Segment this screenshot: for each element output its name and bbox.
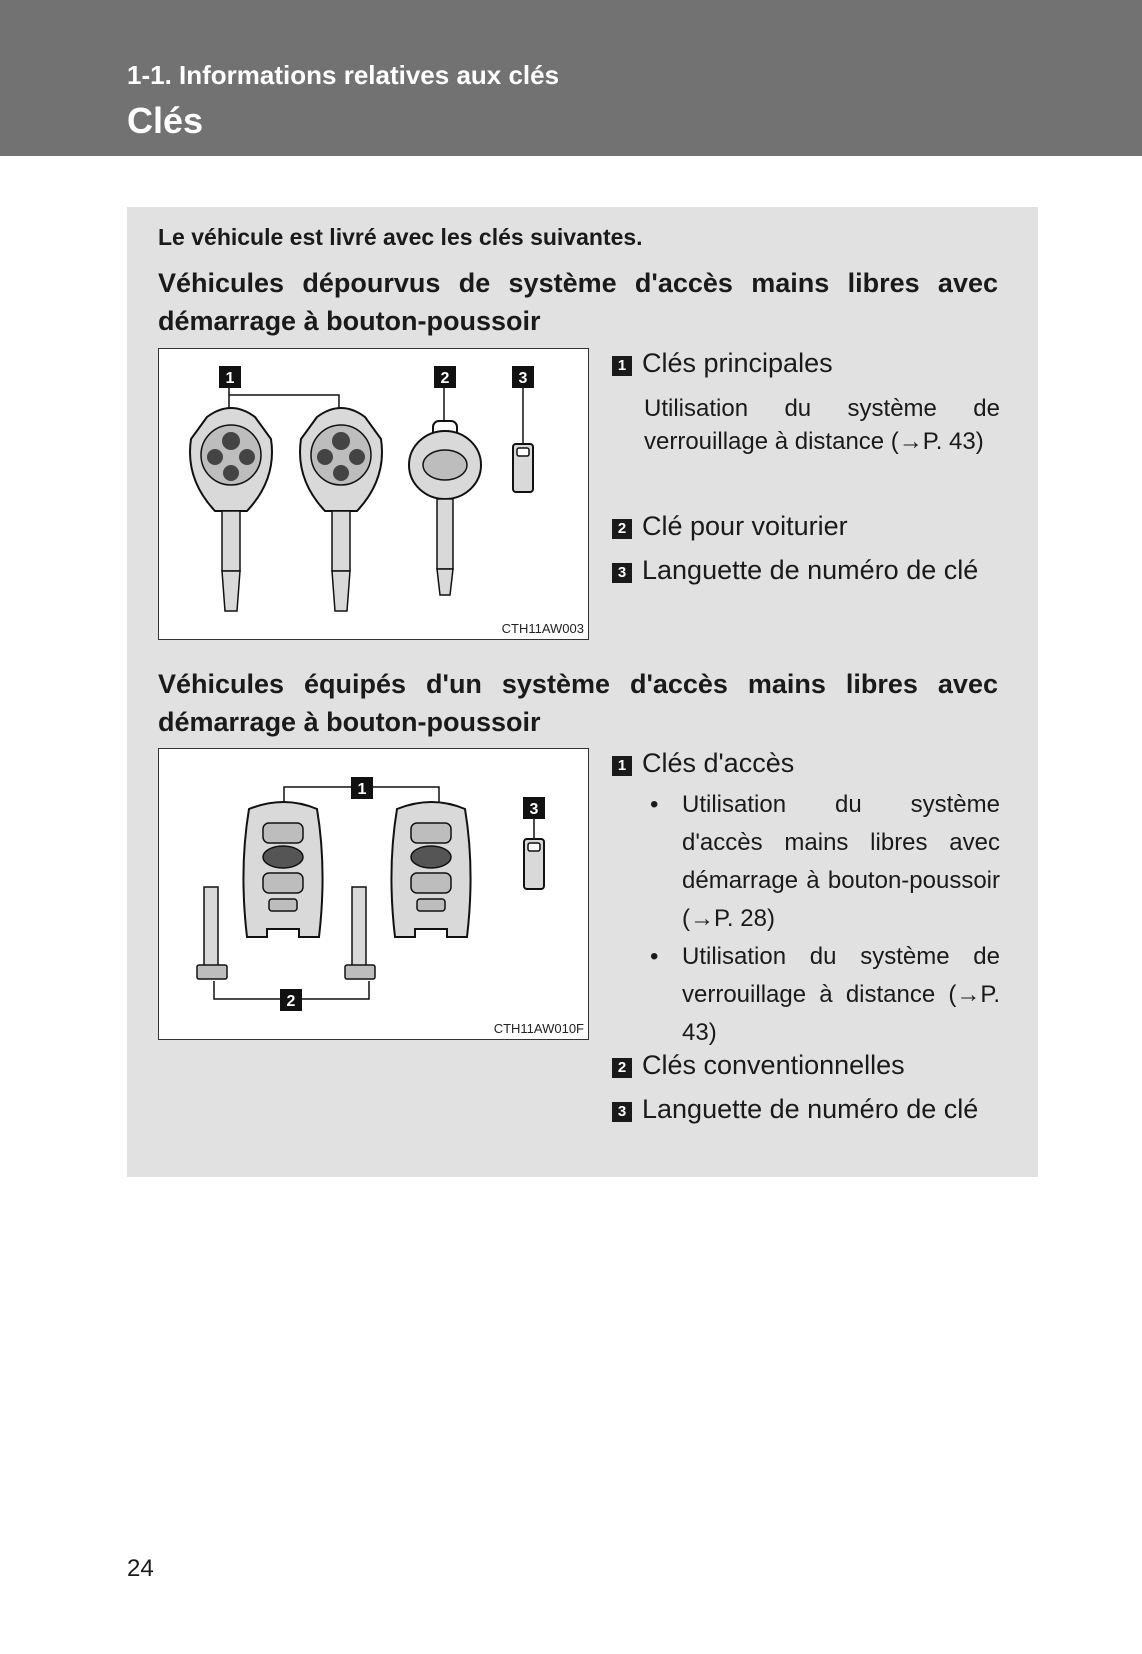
item-label: Clés principales	[642, 348, 833, 378]
item-label: Languette de numéro de clé	[642, 555, 979, 585]
svg-text:3: 3	[518, 370, 528, 387]
fig1-label-1	[219, 366, 241, 388]
key-number-tag	[513, 444, 533, 492]
fig1-label-2	[434, 366, 456, 388]
item-number-badge: 3	[612, 563, 632, 583]
valet-key	[409, 421, 481, 595]
item-languette-numero	[612, 555, 1000, 586]
bullet-dot: •	[650, 943, 659, 970]
item-number-badge: 2	[612, 519, 632, 539]
access-key-left	[243, 802, 322, 937]
figure-code: CTH11AW003	[501, 621, 584, 636]
content-panel	[127, 207, 1038, 1177]
page-title: Clés	[127, 100, 204, 141]
item-label: Languette de numéro de clé	[642, 1094, 979, 1124]
section1-figure	[158, 348, 589, 640]
svg-text:1: 1	[357, 781, 367, 798]
svg-text:1: 1	[225, 370, 235, 387]
section2-figure	[158, 748, 589, 1040]
keys-illustration-2	[159, 749, 588, 1039]
item-number-badge: 1	[612, 356, 632, 376]
fig1-label-3	[512, 366, 534, 388]
key-number-tag	[524, 839, 544, 889]
item-cles-conventionnelles	[612, 1050, 1000, 1081]
mechanical-key-left	[197, 887, 227, 979]
item-number-badge: 2	[612, 1058, 632, 1078]
master-key-left	[190, 408, 272, 611]
mechanical-key-right	[345, 887, 375, 979]
bullet-item	[644, 786, 1000, 938]
svg-text:2: 2	[286, 993, 296, 1010]
item-languette-numero	[612, 1094, 1000, 1125]
item-number-badge: 3	[612, 1102, 632, 1122]
item-bullet-list	[644, 786, 1000, 1052]
item-number-badge: 1	[612, 756, 632, 776]
intro-text: Le véhicule est livré avec les clés suivantes.	[158, 224, 643, 250]
fig2-label-1	[351, 777, 373, 799]
item-cle-voiturier	[612, 511, 1000, 542]
svg-text:3: 3	[529, 801, 539, 818]
svg-text:2: 2	[440, 370, 450, 387]
access-key-right	[391, 802, 470, 937]
chapter-header	[0, 0, 1142, 156]
bullet-item	[644, 938, 1000, 1052]
item-label: Clés conventionnelles	[642, 1050, 905, 1080]
chapter-title: 1-1. Informations relatives aux clés	[127, 60, 560, 90]
fig2-label-2	[280, 989, 302, 1011]
section1-title: Véhicules dépourvus de système d'accès mains libres avec démarrage à bouton-poussoir	[158, 268, 998, 336]
section2-title: Véhicules équipés d'un système d'accès mains libres avec démarrage à bouton-poussoir	[158, 669, 998, 737]
master-key-right	[300, 408, 382, 611]
keys-illustration-1	[159, 349, 588, 639]
item-label: Clé pour voiturier	[642, 511, 848, 541]
item-cles-acces	[612, 748, 1000, 779]
bullet-dot: •	[650, 791, 659, 818]
item-label: Clés d'accès	[642, 748, 795, 778]
item-cles-principales	[612, 348, 1000, 379]
bullet-text: Utilisation du système de verrouillage à distance (→P. 43)	[682, 943, 1000, 1046]
page-number: 24	[127, 1555, 154, 1582]
item-description: Utilisation du système de verrouillage à distance (→P. 43)	[644, 395, 1000, 455]
fig2-label-3	[523, 797, 545, 819]
figure-code: CTH11AW010F	[493, 1021, 584, 1036]
bullet-text: Utilisation du système d'accès mains libres avec démarrage à bouton-poussoir (→P. 28)	[682, 791, 1000, 932]
